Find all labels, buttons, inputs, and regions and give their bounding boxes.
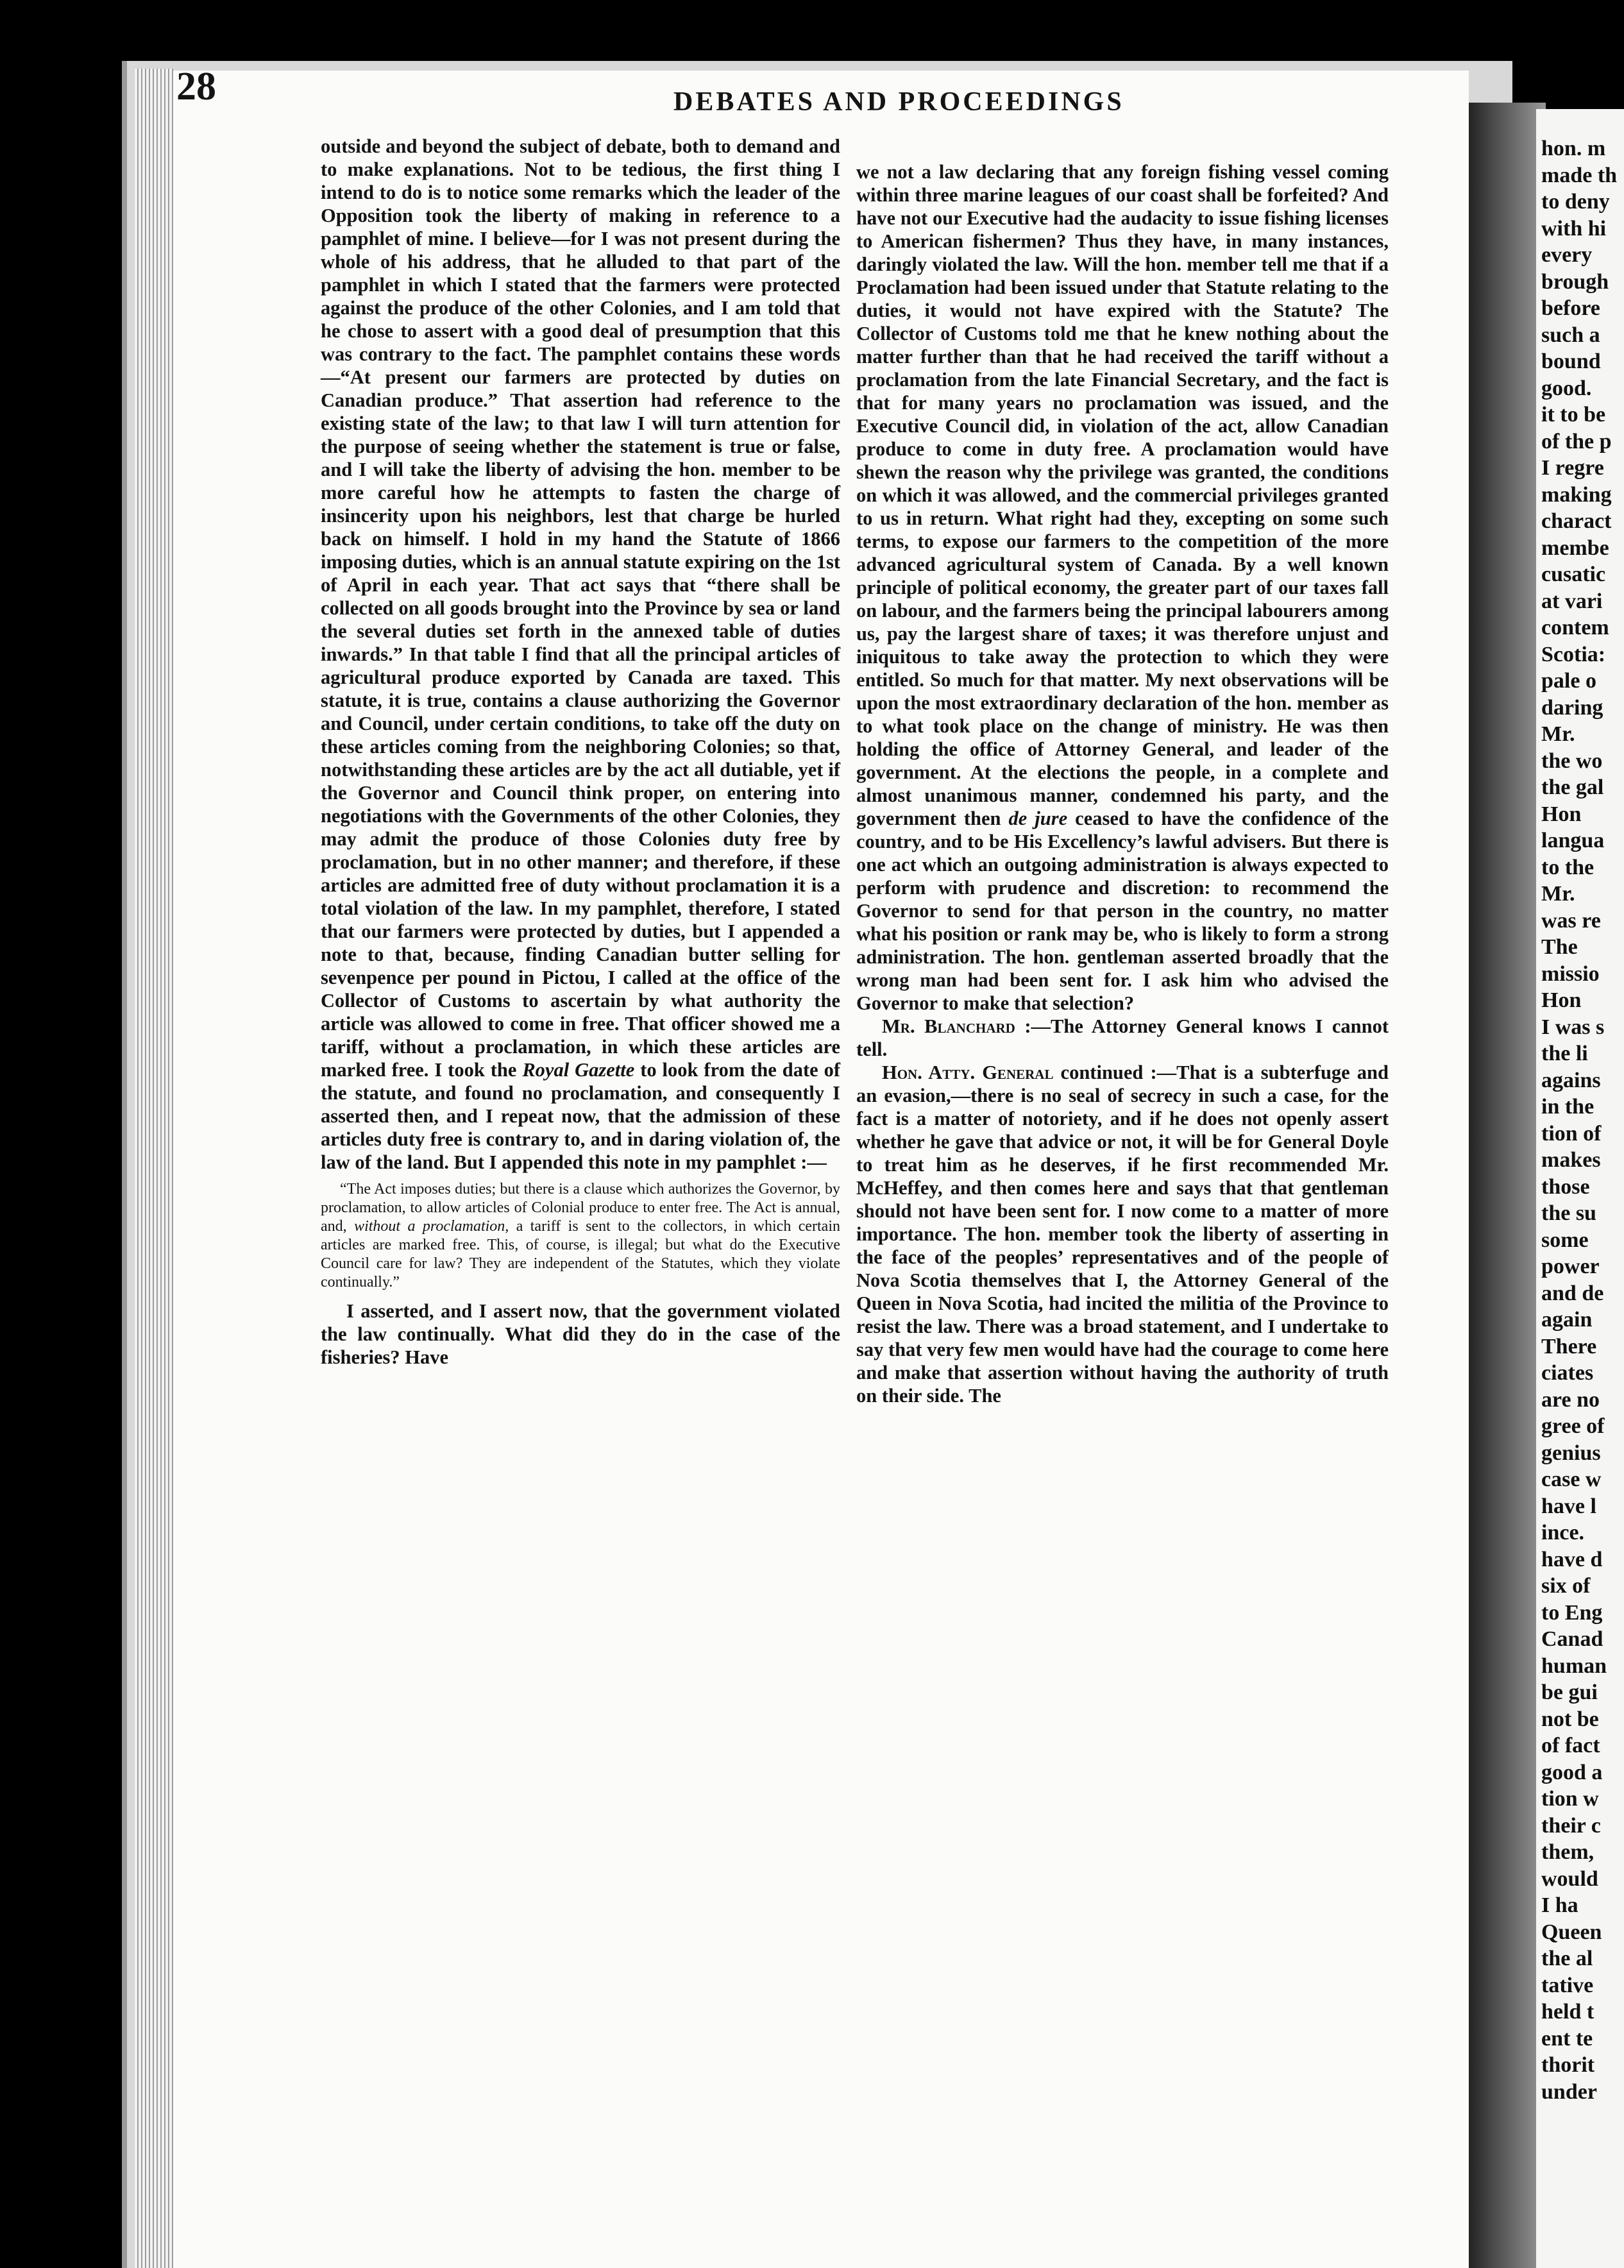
facing-page-line: cusatic (1541, 563, 1606, 586)
facing-page-line: Hon (1541, 802, 1582, 826)
facing-page-line: them, (1541, 1840, 1594, 1864)
facing-page-line: to deny (1541, 190, 1610, 214)
facing-page-line: at vari (1541, 589, 1603, 613)
facing-page-line: pale o (1541, 669, 1596, 693)
facing-page-line: the wo (1541, 749, 1603, 773)
facing-page-line: not be (1541, 1707, 1599, 1731)
facing-page-line: under (1541, 2079, 1597, 2104)
facing-page-line: good. (1541, 376, 1592, 400)
paragraph: I asserted, and I assert now, that the government violated the law continually. What did they do in the case of the fisheries? Have (321, 1300, 840, 1368)
facing-page-line: the su (1541, 1201, 1596, 1225)
facing-page-line: some (1541, 1228, 1589, 1252)
facing-page-line: Mr. (1541, 722, 1575, 746)
facing-page-line: to the (1541, 855, 1594, 879)
paragraph-text: to look from the date of the statute, and found no proclamation, and consequently I asserted then, and I repeat now, that the admission of these articles duty free is contrary to, and in daring violation of, the law of the land. But I appended this note in my pamphlet :— (321, 1059, 840, 1173)
facing-page-line: of the p (1541, 429, 1612, 453)
facing-page-line: with hi (1541, 216, 1607, 241)
facing-page-line: human (1541, 1654, 1607, 1678)
facing-page-line: the al (1541, 1947, 1593, 1970)
paragraph (856, 160, 1389, 1015)
running-title: DEBATES AND PROCEEDINGS (673, 87, 1124, 117)
italic-term: de jure (1008, 808, 1068, 829)
facing-page-line: The (1541, 935, 1578, 959)
facing-page-line: Canad (1541, 1627, 1603, 1651)
facing-page-line: missio (1541, 961, 1600, 986)
facing-page-line: again (1541, 1308, 1593, 1332)
facing-page-line: Hon (1541, 988, 1582, 1012)
facing-page-line: gree of (1541, 1414, 1605, 1438)
facing-page-line: held t (1541, 2000, 1594, 2024)
italic-title: Royal Gazette (522, 1059, 635, 1081)
paragraph-text: we not a law declaring that any foreign fishing vessel coming within three marine leagues of our coast shall be forfeited? And have not our Executive had the audacity to issue fishing licenses to American fishermen? Thus they have, in many instances, daringly violated the law. Will the hon. member tell me that if a Proclamation had been issued under that Statute relating to the duties, it would not have expired with the Statute? The Collector of Customs told me that he knew nothing about the matter further than that he had received the tariff without a proclamation from the late Financial Secretary, and the fact is that for many years no proclamation was issued, and the Executive Council did, in violation of the act, allow Canadian produce to come in duty free. A proclamation would have shewn the reason why the privilege was granted, the conditions on which it was allowed, and the commercial privileges granted to us in return. What right had they, excepting on some such terms, to expose our farmers to the competition of the more advanced agricultural system of Canada. By a well known principle of political economy, the greater part of our taxes fall on labour, and the farmers being the principal labourers among us, pay the largest share of taxes; it was therefore unjust and iniquitous to take away the protection to which they were entitled. So much for that matter. My next observations will be upon the most extraordinary declaration of the hon. member as to what took place on the change of ministry. He was then holding the office of Attorney General, and leader of the government. At the elections the people, in a complete and almost unanimous manner, condemned his party, and the government then (856, 161, 1389, 829)
facing-page-line: in the (1541, 1095, 1594, 1119)
facing-page-line: I ha (1541, 1893, 1578, 1917)
facing-page-line: langua (1541, 829, 1605, 852)
facing-page-line: bound (1541, 350, 1601, 373)
note-italic: without a proclamation, (354, 1218, 509, 1235)
facing-page-line: would (1541, 1866, 1598, 1891)
paragraph-text: :—The Attorney General knows I cannot tell. (856, 1015, 1389, 1060)
facing-page-line: the li (1541, 1042, 1588, 1065)
facing-page-line: was re (1541, 908, 1601, 933)
facing-page-line: every (1541, 243, 1593, 267)
note-text: a tariff is sent to the collectors, in which certain articles are marked free. This, of course, is illegal; but what do the Executive Council care for law? They are independent of the Statutes, which they violate continually.” (321, 1218, 841, 1291)
facing-page-line: before (1541, 296, 1600, 320)
facing-page-line: have l (1541, 1494, 1596, 1518)
facing-page-line: contem (1541, 616, 1609, 639)
facing-page-line: power (1541, 1255, 1600, 1278)
facing-page-line: their c (1541, 1813, 1601, 1838)
page-number: 28 (176, 65, 216, 108)
paragraph (321, 135, 840, 1174)
facing-page-line: brough (1541, 269, 1609, 294)
facing-page-line: Scotia: (1541, 642, 1606, 666)
facing-page-line: ent te (1541, 2026, 1593, 2051)
right-text-column (856, 160, 1389, 1407)
facing-page-line: thorit (1541, 2053, 1595, 2077)
facing-page-line: and de (1541, 1281, 1604, 1305)
facing-page-line: charact (1541, 509, 1612, 533)
paragraph-text: outside and beyond the subject of debate, both to demand and to make explanations. Not to be tedious, the first thing I intend to do is to notice some remarks which the leader of the Opposition took the liberty of making in reference to a pamphlet of mine. I believe—for I was not present during the whole of his address, that he alluded to that part of the pamphlet in which I stated that the farmers were protected against the produce of the other Colonies, and I am told that he chose to assert with a good deal of presumption that this was contrary to the fact. The pamphlet contains these words—“At present our farmers are protected by duties on Canadian produce.” That assertion had reference to the existing state of the law; to that law I will turn attention for the purpose of seeing whether the statement is true or false, and I will take the liberty of advising the hon. member to be more careful how he attempts to fasten the charge of insincerity upon his neighbors, lest that charge be hurled back on himself. I hold in my hand the Statute of 1866 imposing duties, which is an annual statute expiring on the 1st of April in each year. That act says that “there shall be collected on all goods brought into the Province by sea or land the several duties set forth in the annexed table of duties inwards.” In that table I find that all the principal articles of agricultural produce exported by Canada are taxed. This statute, it is true, contains a clause authorizing the Governor and Council, under certain conditions, to take off the duty on these articles coming from the neighboring Colonies; so that, notwithstanding these articles are by the act all dutiable, yet if the Governor and Council think proper, on entering into negotiations with the Governments of the other Colonies, they may admit the produce of those Colonies duty free by proclamation, but in no other manner; and therefore, if these articles are admitted free of duty without proclamation it is a total violation of the law. In my pamphlet, therefore, I stated that our farmers were protected by duties, but I appended a note to that, because, finding Canadian butter selling for sevenpence per pound in Pictou, I called at the office of the Collector of Customs to ascertain by what authority the article was allowed to come in free. That officer showed me a tariff, without a proclamation, in which these articles are marked free. I took the (321, 135, 840, 1081)
facing-page-fragment (1536, 109, 1624, 2268)
paragraph (856, 1061, 1389, 1407)
book-gutter (1469, 103, 1546, 2268)
facing-page-line: tion of (1541, 1121, 1602, 1146)
paragraph (856, 1015, 1389, 1061)
facing-page-line: There (1541, 1334, 1597, 1358)
facing-page-line: ciates (1541, 1361, 1594, 1385)
speaker-name: Hon. Atty. General (882, 1062, 1054, 1083)
facing-page-line: Mr. (1541, 882, 1575, 906)
facing-page-line: those (1541, 1174, 1590, 1199)
facing-page-line: six of (1541, 1574, 1591, 1598)
note-text: “The Act imposes duties; but there is a clause which authorizes the Governor, by proclamation, to allow articles of Colonial produce to enter free. The Act is annual, and, (321, 1181, 840, 1235)
facing-page-line: it to be (1541, 403, 1606, 427)
facing-page-line: I regre (1541, 456, 1604, 480)
facing-page-line: case w (1541, 1468, 1602, 1491)
left-text-column (321, 135, 840, 1369)
paragraph-text: continued :—That is a subterfuge and an evasion,—there is no seal of secrecy in such a case, for the fact is a matter of notoriety, and if he does not openly assert whether he gave that advice or not, it will be for General Doyle to treat him as he deserves, if he first recommended Mr. McHeffey, and then comes here and says that that gentleman should not have been sent for. I now come to a matter of more importance. The hon. member took the liberty of asserting in the face of the peoples’ representatives and of the people of Nova Scotia themselves that I, the Attorney General of the Queen in Nova Scotia, had incited the militia of the Province to resist the law. There was a broad statement, and I undertake to say that very few men would have had the courage to come here and make that assertion without having the authority of truth on their side. The (856, 1062, 1389, 1407)
facing-page-line: be gui (1541, 1680, 1598, 1704)
facing-page-line: tion w (1541, 1787, 1599, 1811)
facing-page-line: makes (1541, 1148, 1601, 1172)
facing-page-line: tative (1541, 1973, 1594, 1997)
facing-page-line: making (1541, 482, 1612, 507)
facing-page-line: ince. (1541, 1521, 1585, 1544)
facing-page-line: good a (1541, 1760, 1603, 1784)
speaker-name: Mr. Blanchard (882, 1015, 1015, 1037)
facing-page-line: to Eng (1541, 1600, 1603, 1625)
facing-page-line: made th (1541, 163, 1618, 187)
facing-page-line: daring (1541, 695, 1603, 720)
paragraph-text: ceased to have the confidence of the country, and to be His Excellency’s lawful advisers. But there is one act which an outgoing administration is always expected to perform with prudence and discretion: to recommend the Governor to send for that person in the country, no matter what his position or rank may be, who is likely to form a strong administration. The hon. gentleman asserted broadly that the wrong man had been sent for. I ask him who advised the Governor to make that selection? (856, 808, 1389, 1014)
facing-page-line: of fact (1541, 1734, 1600, 1757)
facing-page-line: I was s (1541, 1015, 1605, 1039)
facing-page-line: have d (1541, 1547, 1603, 1571)
facing-page-line: the gal (1541, 775, 1604, 799)
facing-page-line: are no (1541, 1387, 1600, 1412)
facing-page-line: hon. m (1541, 137, 1606, 160)
facing-page-line: Queen (1541, 1920, 1602, 1944)
facing-page-line: membe (1541, 536, 1609, 560)
facing-page-line: agains (1541, 1068, 1601, 1092)
facing-page-line: genius (1541, 1441, 1601, 1465)
facing-page-line: such a (1541, 323, 1600, 347)
footnote-quote (321, 1180, 840, 1292)
